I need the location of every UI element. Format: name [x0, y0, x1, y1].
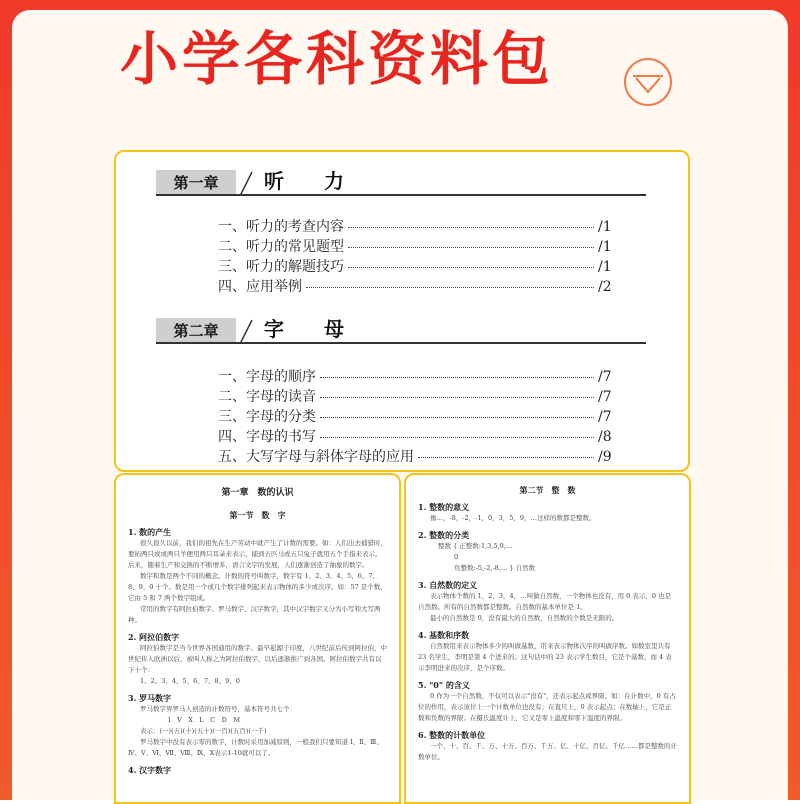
section-heading: 2. 阿拉伯数字 — [128, 632, 180, 642]
chapter-title: 字母 — [264, 317, 384, 341]
banner-title: 小学各科资料包 — [120, 25, 555, 93]
section-heading: 4. 汉字数字 — [128, 765, 172, 775]
formula-line: 0 — [454, 553, 459, 561]
chapter-header — [156, 166, 646, 196]
section-heading: 4. 基数和序数 — [418, 630, 470, 640]
paragraph: 一个、十、百、千、万、十万、百万、千万、亿、十亿、百亿、千亿……都是整数的计数单位。 — [418, 742, 677, 761]
section-heading: 1. 整数的意义 — [418, 502, 470, 512]
paragraph: 罗马数字界罗马人创造的计数符号，基本符号共七个： — [140, 705, 296, 713]
chapter-label: 第一章 — [156, 170, 236, 196]
paragraph: 0 作为一个自然数，不仅可以表示"没有"，还表示起点或界限。如：在计数中，0 有占位的作用，表示该位上一个计数单位也没有；在直尺上，0 表示起点；在数轴上，它是正数和负数的界限；在摄氏温度计上，它又是零上温度和零下温度的界限。 — [418, 692, 676, 722]
section-heading: 6. 整数的计数单位 — [418, 730, 486, 740]
paragraph: 很久很久以前，我们的祖先在生产劳动中就产生了计数的需要。如：人们出去捕猎时，要拓两只或或两只羊便用两只耳朵来表示，捕到五匹马或五只兔子就用五个手指来表示。后来，随着生产和交换的不断增多，语言文字的发展，人们逐渐创造了抽象的数字。 — [128, 539, 387, 569]
toc-item[interactable]: 五、大写字母与斜体字母的应用 /9 — [218, 449, 612, 465]
chevron-down-circle-icon[interactable] — [622, 56, 674, 108]
sample-page-left — [114, 473, 401, 804]
formula-line: 负整数:-5,-2,-8,… } 自然数 — [454, 564, 536, 572]
toc-item[interactable]: 一、听力的考查内容 /1 — [218, 219, 612, 235]
toc-item[interactable]: 三、听力的解题技巧 /1 — [218, 259, 612, 275]
sample-page-right — [404, 473, 691, 804]
section-heading: 1. 数的产生 — [128, 527, 172, 537]
paragraph: 1、2、3、4、5、6、7、8、9、0 — [140, 677, 240, 685]
toc-item[interactable]: 四、应用举例 /2 — [218, 279, 612, 295]
toc-item[interactable]: 二、字母的读音 /7 — [218, 389, 612, 405]
paragraph: 自然数用来表示物体多少的叫做基数，用来表示物体次序的叫做序数。如数室里共有 23 名学生，李明是第 4 个进来的。这句话中的 23 表示学生数目，它是个基数，而 4 表示李明进来的次序，是个序数。 — [418, 642, 672, 672]
toc-item[interactable]: 二、听力的常见题型 /1 — [218, 239, 612, 255]
paragraph: 常用的数字有阿拉伯数字、罗马数字、汉字数字，其中汉字数字又分为小写和大写两种。 — [128, 605, 381, 624]
paragraph: 阿拉伯数字是当今世界各国通用的数字。最早起源于印度，八世纪前后传到阿拉伯，中世纪传入欧洲以后，被叫人称之为阿拉伯数字，以后逐渐推广到各国。阿拉伯数字共有以下十个： — [128, 644, 387, 674]
paragraph: I V X L C D M — [168, 716, 241, 724]
section-heading: 3. 自然数的定义 — [418, 580, 478, 590]
paragraph: 罗马数字中没有表示零的数字，计数时采用加减原则，一般我们只要知道 Ⅰ、Ⅱ、Ⅲ、Ⅳ、Ⅴ、Ⅵ、Ⅶ、Ⅷ、Ⅸ、Ⅹ表示1-10就可以了。 — [128, 738, 383, 757]
section-heading: 2. 整数的分类 — [418, 530, 470, 540]
toc-list — [218, 366, 618, 466]
page-chapter-title: 第一章 数的认识 — [221, 488, 294, 498]
paragraph: 表示物体个数的 1，2，3，4，…叫做自然数，一个物体也没有，用 0 表示，0 也是自然数。所有的自然数都是整数。自然数的基本单位是 1。 — [418, 592, 672, 611]
section-heading: 5. "0" 的含义 — [418, 680, 470, 690]
divider — [156, 342, 646, 344]
page-section-title: 第一节 数 字 — [229, 510, 286, 520]
toc-item[interactable]: 四、字母的书写 /8 — [218, 429, 612, 445]
chapter-header — [156, 314, 646, 344]
toc-item[interactable]: 三、字母的分类 /7 — [218, 409, 612, 425]
chapter-title: 听力 — [264, 169, 384, 193]
paragraph: 表示：(一)(五)(十)(五十)(一百)(五百)(一千) — [140, 727, 267, 735]
paragraph: 最小的自然数是 0，没有最大的自然数，自然数的个数是无限的。 — [430, 614, 619, 622]
toc-item[interactable]: 一、字母的顺序 /7 — [218, 369, 612, 385]
chapter-label: 第二章 — [156, 318, 236, 344]
paragraph: 数字和数是两个不同的概念。计数的符号叫数字，数字有 1、2、3、4、5、6、7、8、9、0 十个。数是用一个或几个数字排列起来表示物体的多少或次序。如：57 是个数，它由 5 和 7 两个数字组成。 — [128, 572, 387, 602]
header-divider-icon — [236, 318, 256, 344]
page-section-title: 第二节 整 数 — [519, 485, 576, 495]
header-divider-icon — [236, 170, 256, 196]
section-heading: 3. 罗马数字 — [128, 693, 172, 703]
paragraph: 像…，-8，-2，-1，0，3，5，9，…这样的数都是整数。 — [430, 514, 596, 522]
divider — [156, 194, 646, 196]
formula-line: 整数 { 正整数:1,3,5,9,… — [438, 542, 513, 550]
toc-list — [218, 216, 618, 296]
toc-card — [114, 150, 690, 472]
